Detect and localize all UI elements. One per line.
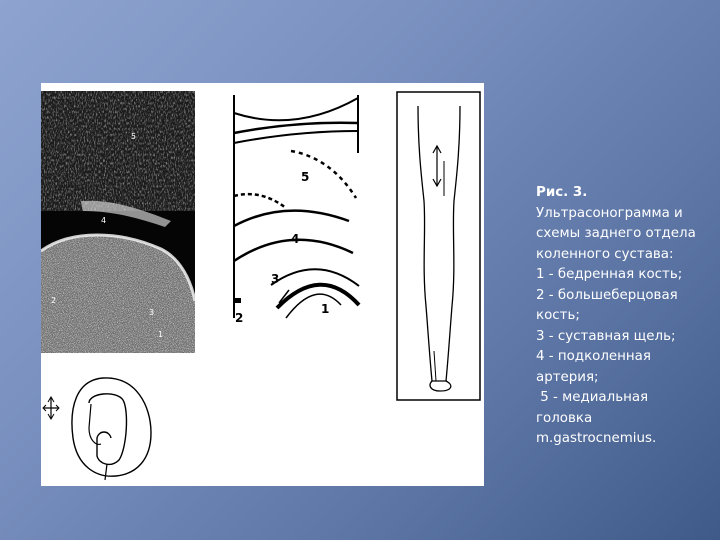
- caption-line: 1 - бедренная кость;: [536, 267, 683, 282]
- schema-label-4: 4: [291, 232, 300, 246]
- leg-outline-diagram: [396, 91, 481, 401]
- us-marker-3: 3: [149, 308, 155, 317]
- caption-line: артерия;: [536, 369, 599, 385]
- ultrasound-image: [41, 91, 195, 353]
- knee-schema-diagram: [231, 93, 361, 328]
- caption-line: m.gastrocnemius.: [536, 431, 657, 446]
- us-marker-2: 2: [51, 296, 57, 305]
- us-marker-5: 5: [131, 132, 137, 141]
- figure-caption: [536, 183, 718, 450]
- caption-line: 3 - суставная щель;: [536, 328, 676, 344]
- schema-label-2: 2: [235, 311, 244, 325]
- schema-label-3: 3: [271, 272, 280, 286]
- schema-label-1: 1: [321, 302, 330, 316]
- caption-line: 4 - подколенная: [536, 349, 651, 364]
- caption-line: головка: [536, 410, 593, 426]
- caption-line: Ультрасонограмма и: [536, 205, 683, 221]
- caption-line: кость;: [536, 308, 580, 323]
- schema-label-5: 5: [301, 170, 310, 184]
- caption-line: коленного сустава:: [536, 246, 674, 262]
- caption-line: схемы заднего отдела: [536, 226, 696, 241]
- caption-line: 5 - медиальная: [536, 390, 649, 405]
- figure-panel: [41, 83, 484, 486]
- us-marker-1: 1: [158, 330, 164, 339]
- caption-title: Рис. 3.: [536, 185, 588, 200]
- us-marker-4: 4: [101, 216, 107, 225]
- cross-section-diagram: [41, 368, 191, 486]
- caption-line: 2 - большеберцовая: [536, 287, 678, 303]
